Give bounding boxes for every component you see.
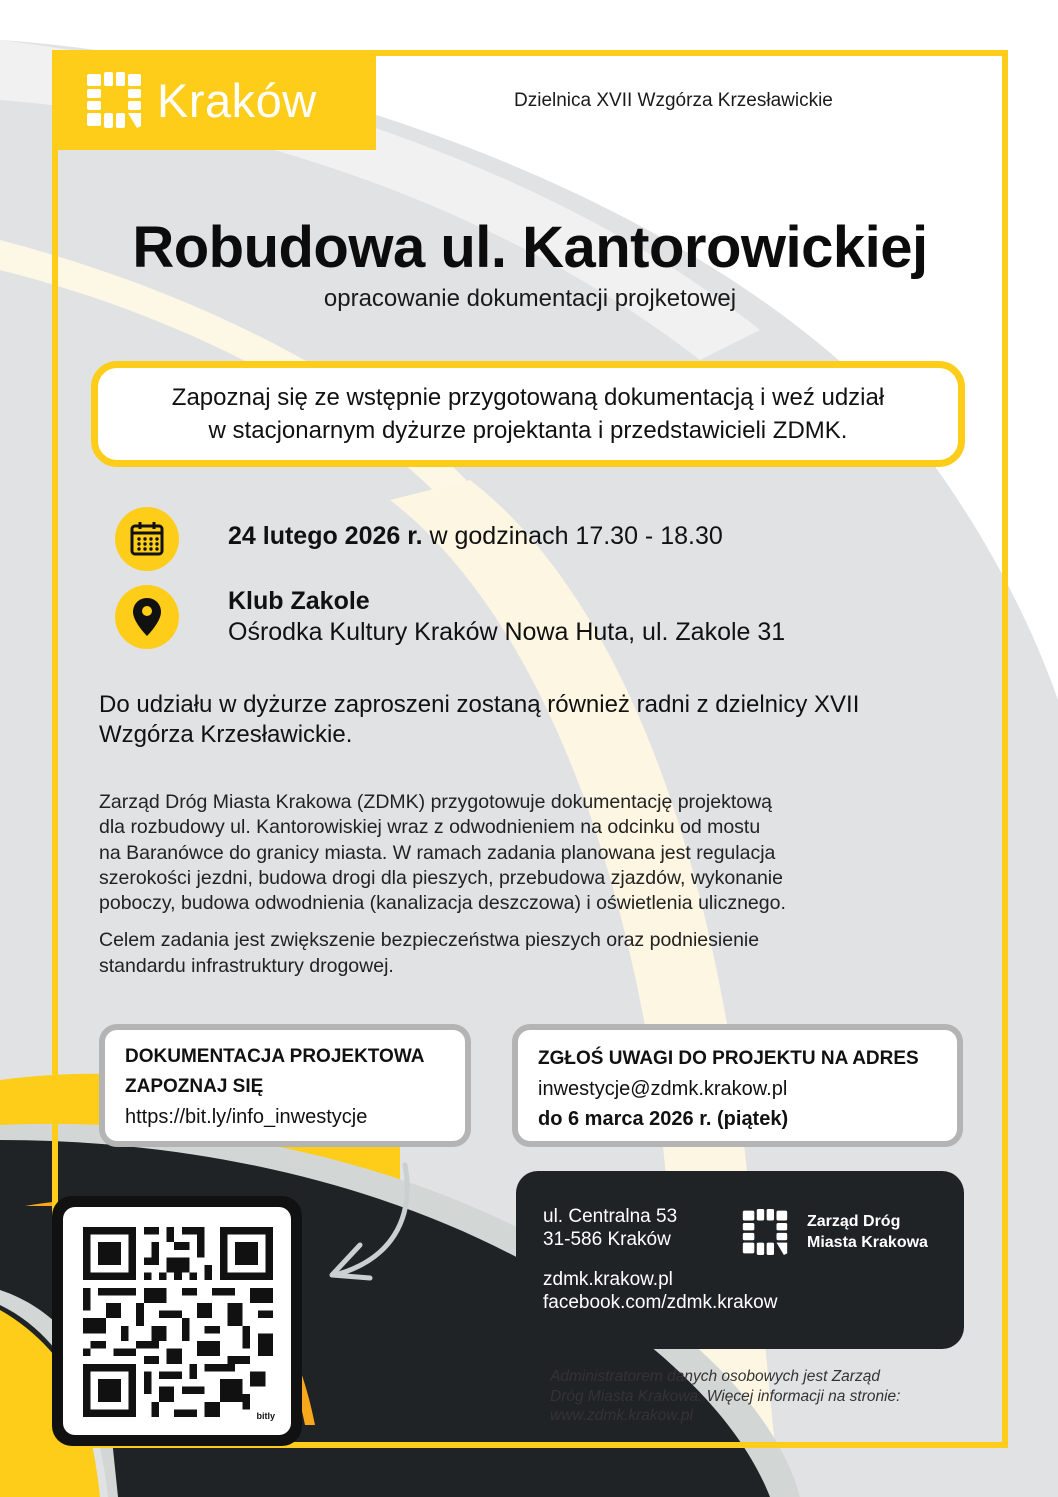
event-time: w godzinach 17.30 - 18.30 (429, 522, 723, 550)
invite-line-2: w stacjonarnym dyżurze projektanta i przedstawicieli ZDMK. (208, 417, 848, 444)
desc-line: na Baranówce do granicy miasta. W ramach zadania planowana jest regulacja (99, 841, 776, 864)
feedback-card-title: ZGŁOŚ UWAGI DO PROJEKTU NA ADRES (538, 1048, 919, 1069)
arrow-to-qr-icon (310, 1160, 420, 1290)
docs-card-title: DOKUMENTACJA PROJEKTOWA (125, 1046, 425, 1067)
qr-code-pattern (83, 1227, 273, 1417)
event-place (228, 586, 785, 648)
zdmk-logo-icon (742, 1209, 788, 1255)
desc-line: Celem zadania jest zwiększenie bezpieczeństwa pieszych oraz podniesienie (99, 929, 760, 952)
contact-box (516, 1171, 964, 1349)
privacy-line-1: Administratorem danych osobowych jest Zarząd (550, 1368, 880, 1385)
zdmk-org-name (807, 1211, 928, 1253)
invite-line-1: Zapoznaj się ze wstępnie przygotowaną dokumentacją i weź udział (171, 384, 885, 411)
contact-website[interactable]: zdmk.krakow.pl (543, 1269, 673, 1290)
feedback-email[interactable]: inwestycje@zdmk.krakow.pl (538, 1078, 788, 1100)
docs-link[interactable]: https://bit.ly/info_inwestycje (125, 1106, 368, 1128)
docs-card-subtitle: ZAPOZNAJ SIĘ (125, 1076, 264, 1097)
project-description (99, 790, 969, 991)
feedback-card (512, 1024, 963, 1147)
event-date-bold: 24 lutego 2026 r. (228, 522, 423, 550)
privacy-link[interactable]: www.zdmk.krakow.pl (550, 1407, 693, 1424)
guests-line-1: Do udziału w dyżurze zaproszeni zostaną również radni z dzielnicy XVII (99, 691, 860, 718)
guests-line-2: Wzgórza Krzesławickie. (99, 721, 353, 748)
description-paragraph-2 (99, 928, 969, 979)
logo-text: Kraków (157, 73, 317, 127)
krakow-logo-block (52, 50, 376, 150)
desc-line: poboczy, budowa odwodnienia (kanalizacja deszczowa) i oświetlenia ulicznego. (99, 892, 786, 915)
desc-line: szerokości jezdni, budowa drogi dla pieszych, przebudowa zjazdów, wykonanie (99, 866, 783, 889)
feedback-deadline: do 6 marca 2026 r. (piątek) (538, 1108, 789, 1130)
page-subtitle: opracowanie dokumentacji projketowej (323, 285, 737, 312)
documentation-card (99, 1024, 471, 1147)
invite-box (91, 361, 965, 467)
place-name: Klub Zakole (228, 587, 370, 615)
page-title: Robudowa ul. Kantorowickiej (132, 215, 928, 280)
guests-note (99, 690, 979, 750)
bitly-label: bitly (256, 1411, 275, 1421)
contact-city: 31-586 Kraków (543, 1229, 671, 1250)
location-pin-icon (132, 597, 162, 637)
krakow-logo-icon (87, 72, 141, 128)
qr-code[interactable] (52, 1196, 302, 1446)
privacy-line-2: Dróg Miasta Krakowa. Więcej informacji na stronie: (550, 1387, 901, 1405)
privacy-note (550, 1367, 970, 1426)
event-date (228, 522, 723, 551)
contact-facebook[interactable]: facebook.com/zdmk.krakow (543, 1292, 778, 1313)
contact-street: ul. Centralna 53 (543, 1206, 678, 1227)
calendar-icon (128, 520, 166, 558)
place-address: Ośrodka Kultury Kraków Nowa Huta, ul. Zakole 31 (228, 618, 786, 646)
desc-line: dla rozbudowy ul. Kantorowiskiej wraz z odwodnieniem na odcinku od mostu (99, 816, 761, 839)
desc-line: Zarząd Dróg Miasta Krakowa (ZDMK) przygotowuje dokumentację projektową (99, 791, 773, 813)
district-name: Dzielnica XVII Wzgórza Krzesławickie (514, 90, 833, 111)
date-icon-badge (115, 507, 179, 571)
location-icon-badge (115, 585, 179, 649)
org-line-2: Miasta Krakowa (807, 1234, 928, 1251)
org-line-1: Zarząd Dróg (807, 1213, 901, 1230)
description-paragraph-1 (99, 790, 969, 916)
desc-line: standardu infrastruktury drogowej. (99, 954, 394, 977)
